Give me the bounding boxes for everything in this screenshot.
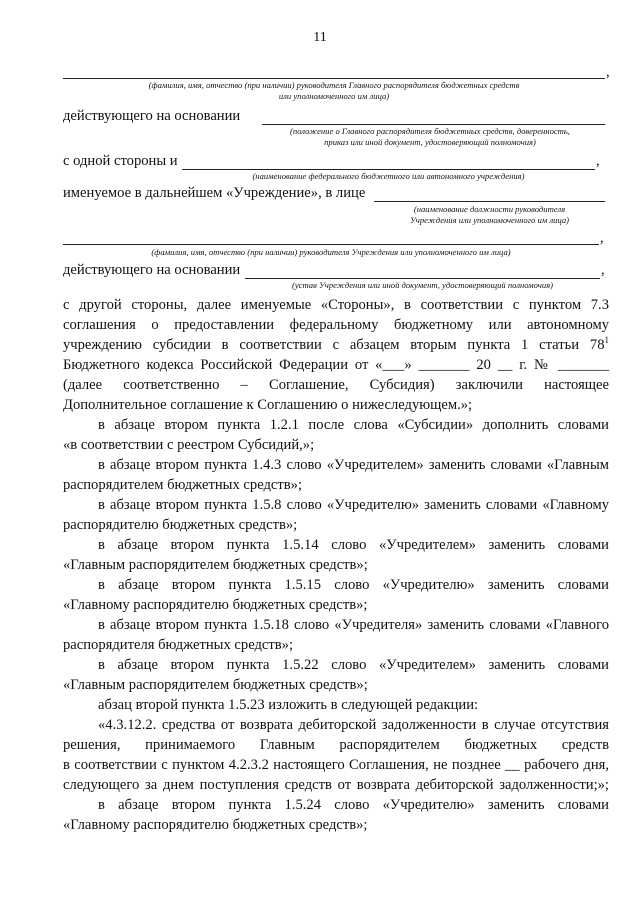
p4-line-2: распорядителю бюджетных средств»; (63, 517, 298, 533)
caption-position-2: Учреждения или уполномоченного им лица) (409, 215, 570, 225)
p1-line-1: с другой стороны, далее именуемые «Стороны», в соответствии с пунктом 7.3 (63, 297, 609, 313)
p1-line-3 (63, 337, 609, 354)
head-fio-line (63, 78, 605, 79)
p1-line-4: Бюджетного кодекса Российской Федерации от «___» _______ 20 __ г. № _______ (63, 357, 609, 373)
p3-line-2: распорядителем бюджетных средств»; (63, 477, 303, 493)
charter-comma: , (601, 262, 605, 278)
position-line (374, 201, 605, 202)
inst-fio-line (63, 244, 599, 245)
basis-label: действующего на основании (63, 108, 241, 124)
p1-line-2: соглашения о предоставлении федеральному бюджетному или автономному (63, 317, 609, 333)
p6-line-2: «Главному распорядителю бюджетных средств»; (63, 597, 368, 613)
one-side-label: с одной стороны и (63, 153, 178, 169)
inst-fio-comma: , (600, 230, 604, 246)
p2-line-2: «в соответствии с реестром Субсидий,»; (63, 437, 315, 453)
basis-label-2: действующего на основании (63, 262, 241, 278)
p7-line-2: распорядителя бюджетных средств»; (63, 637, 294, 653)
institution-comma: , (596, 153, 600, 169)
caption-head-fio-2: или уполномоченного им лица) (278, 91, 390, 101)
p6-line-1: в абзаце втором пункта 1.5.15 слово «Учредителю» заменить словами (98, 577, 609, 593)
head-fio-comma: , (606, 64, 610, 80)
page-number: 11 (313, 30, 327, 45)
basis-line (262, 124, 605, 125)
p2-line-1: в абзаце втором пункта 1.2.1 после слова «Субсидии» дополнить словами (98, 417, 609, 433)
p11-line-1: в абзаце втором пункта 1.5.24 слово «Учредителю» заменить словами (98, 797, 609, 813)
caption-basis-1: (положение о Главного распорядителя бюджетных средств, доверенность, (290, 126, 570, 136)
p1-line-3-text: учреждению субсидии в соответствии с абзацем вторым пункта 1 статьи 78 (63, 337, 605, 353)
p4-line-1: в абзаце втором пункта 1.5.8 слово «Учредителю» заменить словами «Главному (98, 497, 609, 513)
caption-inst-fio: (фамилия, имя, отчество (при наличии) руководителя Учреждения или уполномоченного им лица) (151, 247, 511, 257)
charter-line (245, 278, 600, 279)
p10-line-2: решения, принимаемого Главным распорядителем бюджетных средств (63, 737, 609, 753)
caption-head-fio-1: (фамилия, имя, отчество (при наличии) руководителя Главного распорядителя бюджетных средств (148, 80, 520, 90)
p10-line-4: следующего за днем поступления средств от возврата дебиторской задолженности;»; (63, 777, 609, 793)
caption-charter: (устав Учреждения или иной документ, удостоверяющий полномочия) (292, 280, 553, 290)
p1-line-3-sup: 1 (604, 335, 609, 345)
p8-line-2: «Главным распорядителем бюджетных средств»; (63, 677, 368, 693)
p11-line-2: «Главному распорядителю бюджетных средств»; (63, 817, 368, 833)
p10-line-3: в соответствии с пунктом 4.2.3.2 настоящего Соглашения, не позднее __ рабочего дня, (63, 757, 609, 773)
institution-line (182, 169, 595, 170)
caption-basis-2: приказ или иной документ, удостоверяющий полномочия) (324, 137, 536, 147)
p5-line-2: «Главным распорядителем бюджетных средств»; (63, 557, 368, 573)
p10-line-1: «4.3.12.2. средства от возврата дебиторской задолженности в случае отсутствия (98, 717, 609, 733)
p5-line-1: в абзаце втором пункта 1.5.14 слово «Учредителем» заменить словами (98, 537, 609, 553)
caption-institution: (наименование федерального бюджетного или автономного учреждения) (252, 171, 525, 181)
p1-line-6: Дополнительное соглашение к Соглашению о нижеследующем.»; (63, 397, 473, 413)
hereinafter-label: именуемое в дальнейшем «Учреждение», в лице (63, 185, 366, 201)
p7-line-1: в абзаце втором пункта 1.5.18 слово «Учредителя» заменить словами «Главного (98, 617, 609, 633)
p1-line-5: (далее соответственно – Соглашение, Субсидия) заключили настоящее (63, 377, 609, 393)
caption-position-1: (наименование должности руководителя (413, 204, 566, 214)
p8-line-1: в абзаце втором пункта 1.5.22 слово «Учредителем» заменить словами (98, 657, 609, 673)
p9-line-1: абзац второй пункта 1.5.23 изложить в следующей редакции: (98, 697, 479, 713)
p3-line-1: в абзаце втором пункта 1.4.3 слово «Учредителем» заменить словами «Главным (98, 457, 609, 473)
